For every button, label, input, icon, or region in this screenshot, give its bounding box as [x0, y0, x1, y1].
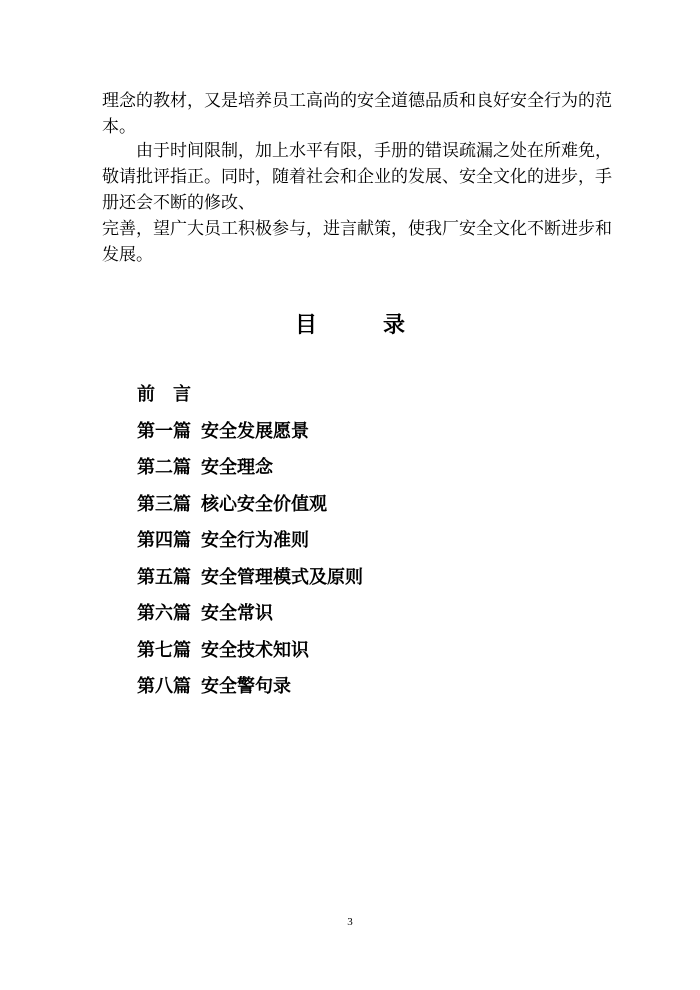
toc-part-number: 第二篇 [137, 457, 191, 478]
toc-item[interactable] [137, 526, 363, 563]
toc-part-title: 安全管理模式及原则 [201, 566, 363, 588]
toc-part-number: 第八篇 [137, 676, 191, 697]
toc-part-number: 第六篇 [137, 603, 191, 624]
toc-item-preface[interactable] [137, 380, 363, 417]
toc-part-number: 第三篇 [137, 493, 191, 515]
toc-part-title: 安全警句录 [201, 676, 291, 697]
toc-part-title: 安全技术知识 [201, 639, 309, 661]
toc-part-number: 第五篇 [137, 566, 191, 588]
table-of-contents [137, 380, 363, 709]
toc-part-title: 核心安全价值观 [201, 493, 327, 515]
toc-item[interactable] [137, 490, 363, 527]
toc-part-number: 第七篇 [137, 639, 191, 661]
toc-item[interactable] [137, 563, 363, 600]
text-line: 由于时间限制，加上水平有限，手册的错误疏漏之处在所难免， [102, 141, 612, 161]
text-line: 册还会不断的修改、 [102, 193, 255, 213]
text-line: 发展。 [102, 245, 153, 265]
toc-heading-char: 目 [294, 313, 317, 338]
toc-item[interactable] [137, 417, 363, 454]
toc-part-title: 安全理念 [201, 457, 273, 478]
toc-part-title: 安全常识 [201, 603, 273, 624]
toc-part-number: 第一篇 [137, 420, 191, 442]
text-line: 敬请批评指正。同时，随着社会和企业的发展、安全文化的进步，手 [102, 167, 612, 187]
text-line: 本。 [102, 117, 136, 137]
intro-paragraph-continued [102, 88, 612, 140]
toc-preface-label: 前言 [137, 384, 209, 405]
intro-paragraph-closing [102, 138, 612, 268]
toc-part-number: 第四篇 [137, 530, 191, 551]
page-number: 3 [347, 916, 353, 928]
toc-item[interactable] [137, 636, 363, 673]
toc-part-title: 安全行为准则 [201, 530, 309, 551]
toc-item[interactable] [137, 599, 363, 636]
text-line: 完善，望广大员工积极参与，进言献策，使我厂安全文化不断进步和 [102, 219, 612, 239]
toc-part-title: 安全发展愿景 [201, 420, 309, 442]
toc-item[interactable] [137, 672, 363, 709]
toc-item[interactable] [137, 453, 363, 490]
toc-heading-char: 录 [383, 313, 406, 338]
text-line: 理念的教材，又是培养员工高尚的安全道德品质和良好安全行为的范 [102, 91, 612, 111]
toc-heading [0, 308, 700, 339]
